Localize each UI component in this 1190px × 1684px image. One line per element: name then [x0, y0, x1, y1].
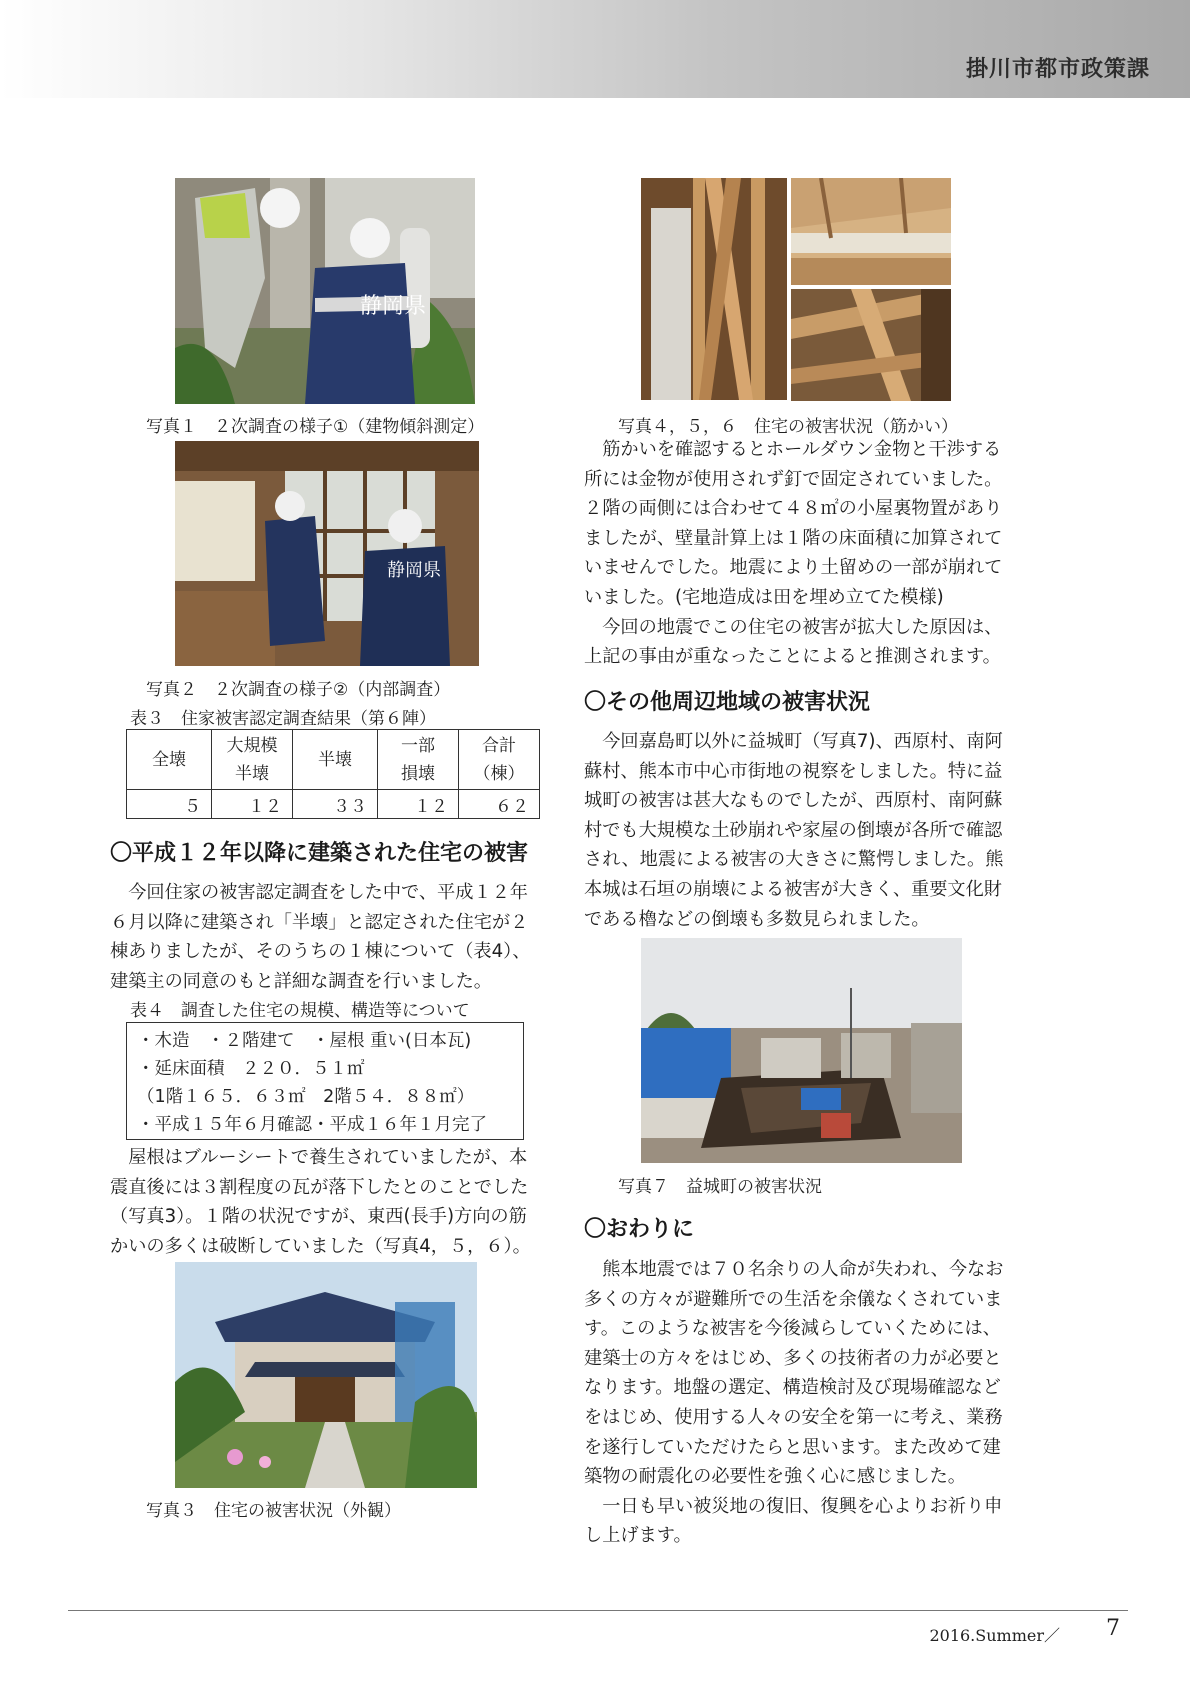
paragraph-text: 熊本地震では７０名余りの人命が失われ、今なお多くの方々が避難所での生活を余儀なくされています。このような被害を今後減らしていくためには、建築士の方々をはじめ、多くの技術者の力が必要となります。地盤の選定、構造検討及び現場確認などをはじめ、使用する人々の安全を第一に考え、業務を遂行していただけたらと思います。また改めて建築物の耐震化の必要性を強く心に感じました。 [584, 1259, 1004, 1488]
table-4-house-specs [126, 1022, 524, 1140]
table-3-cell: ３３ [293, 790, 378, 819]
braces-paragraph [584, 435, 1016, 672]
table-3-header: 半壊 [293, 730, 378, 790]
table-3-caption: 表３ 住家被害認定調査結果（第６陣） [130, 709, 436, 729]
photo-2-interior-inspection [175, 441, 479, 666]
photo-1-inspection-tilt [175, 178, 475, 404]
section-h12-paragraph-1 [110, 878, 538, 996]
photo-2-caption: 写真２ ２次調査の様子②（内部調査） [146, 680, 451, 700]
spec-line: ・平成１５年６月確認・平成１６年１月完了 [137, 1115, 487, 1135]
photo-1-caption: 写真１ ２次調査の様子①（建物傾斜測定） [146, 417, 485, 437]
photo-4-brace-wall [641, 178, 787, 400]
photo-6-roof-structure [791, 289, 951, 401]
paragraph-text: 屋根はブルーシートで養生されていましたが、本震直後には３割程度の瓦が落下したとのことでした（写真3）。１階の状況ですが、東西(長手)方向の筋かいの多くは破断していました（写真4，５，６）。 [110, 1147, 531, 1257]
table-3-header: 大規模 半壊 [212, 730, 293, 790]
svg-text:静岡県: 静岡県 [360, 294, 427, 319]
section-heading-post-h12: 〇平成１２年以降に建築された住宅の被害 [110, 841, 529, 866]
photo-5-attic-floor [791, 178, 951, 285]
photo-7-mashiki-damage [641, 938, 962, 1163]
footer-divider [68, 1610, 1128, 1611]
table-3-cell: ５ [127, 790, 212, 819]
table-3-header: 合計 （棟） [459, 730, 540, 790]
other-areas-paragraph [584, 727, 1016, 934]
section-h12-paragraph-2 [110, 1143, 538, 1261]
svg-text:静岡県: 静岡県 [387, 560, 441, 581]
table-3-header: 全壊 [127, 730, 212, 790]
table-3-header: 一部 損壊 [378, 730, 459, 790]
paragraph-text: 今回嘉島町以外に益城町（写真7)、西原村、南阿蘇村、熊本市中心市街地の視察をしました。特に益城町の被害は甚大なものでしたが、西原村、南阿蘇村でも大規模な土砂崩れや家屋の倒壊が各所で確認され、地震による被害の大きさに驚愕しました。熊本城は石垣の崩壊による被害が大きく、重要文化財である櫓などの倒壊も多数見られました。 [584, 731, 1004, 930]
photo-456-caption: 写真４，５，６ 住宅の被害状況（筋かい） [618, 417, 958, 437]
table-3-cell: ６２ [459, 790, 540, 819]
table-4-caption: 表４ 調査した住宅の規模、構造等について [130, 1001, 470, 1021]
paragraph-text: 今回の地震でこの住宅の被害が拡大した原因は、上記の事由が重なったことによると推測されます。 [584, 616, 1003, 668]
department-name: 掛川市都市政策課 [965, 57, 1150, 82]
spec-line: ・木造 ・２階建て ・屋根 重い(日本瓦) [137, 1031, 472, 1051]
table-3-cell: １２ [378, 790, 459, 819]
paragraph-text: 今回住家の被害認定調査をした中で、平成１２年６月以降に建築され「半壊」と認定された住宅が２棟ありましたが、そのうちの１棟について（表4）、建築主の同意のもと詳細な調査を行いました。 [110, 882, 531, 992]
paragraph-text: 一日も早い被災地の復旧、復興を心よりお祈り申し上げます。 [584, 1495, 1003, 1547]
issue-label: 2016.Summer／ [929, 1626, 1060, 1645]
conclusion-paragraph [584, 1255, 1016, 1551]
page-header [0, 0, 1190, 98]
section-heading-other-areas: 〇その他周辺地域の被害状況 [584, 690, 871, 715]
table-3-damage-results [126, 729, 540, 819]
page-number: 7 [1106, 1616, 1120, 1641]
photo-3-caption: 写真３ 住宅の被害状況（外観） [146, 1501, 401, 1521]
table-3-cell: １２ [212, 790, 293, 819]
paragraph-text: 筋かいを確認するとホールダウン金物と干渉する所には金物が使用されず釘で固定されていました。２階の両側には合わせて４８㎡の小屋裏物置がありましたが、壁量計算上は１階の床面積に加算されていませんでした。地震により土留めの一部が崩れていました。(宅地造成は田を埋め立てた模様) [584, 439, 1003, 608]
photo-3-house-exterior [175, 1262, 477, 1488]
section-heading-conclusion: 〇おわりに [584, 1217, 695, 1242]
spec-line: （1階１６５．６３㎡ 2階５４．８８㎡） [137, 1087, 475, 1107]
spec-line: ・延床面積 ２２０．５１㎡ [137, 1059, 365, 1079]
photo-7-caption: 写真７ 益城町の被害状況 [618, 1177, 822, 1197]
